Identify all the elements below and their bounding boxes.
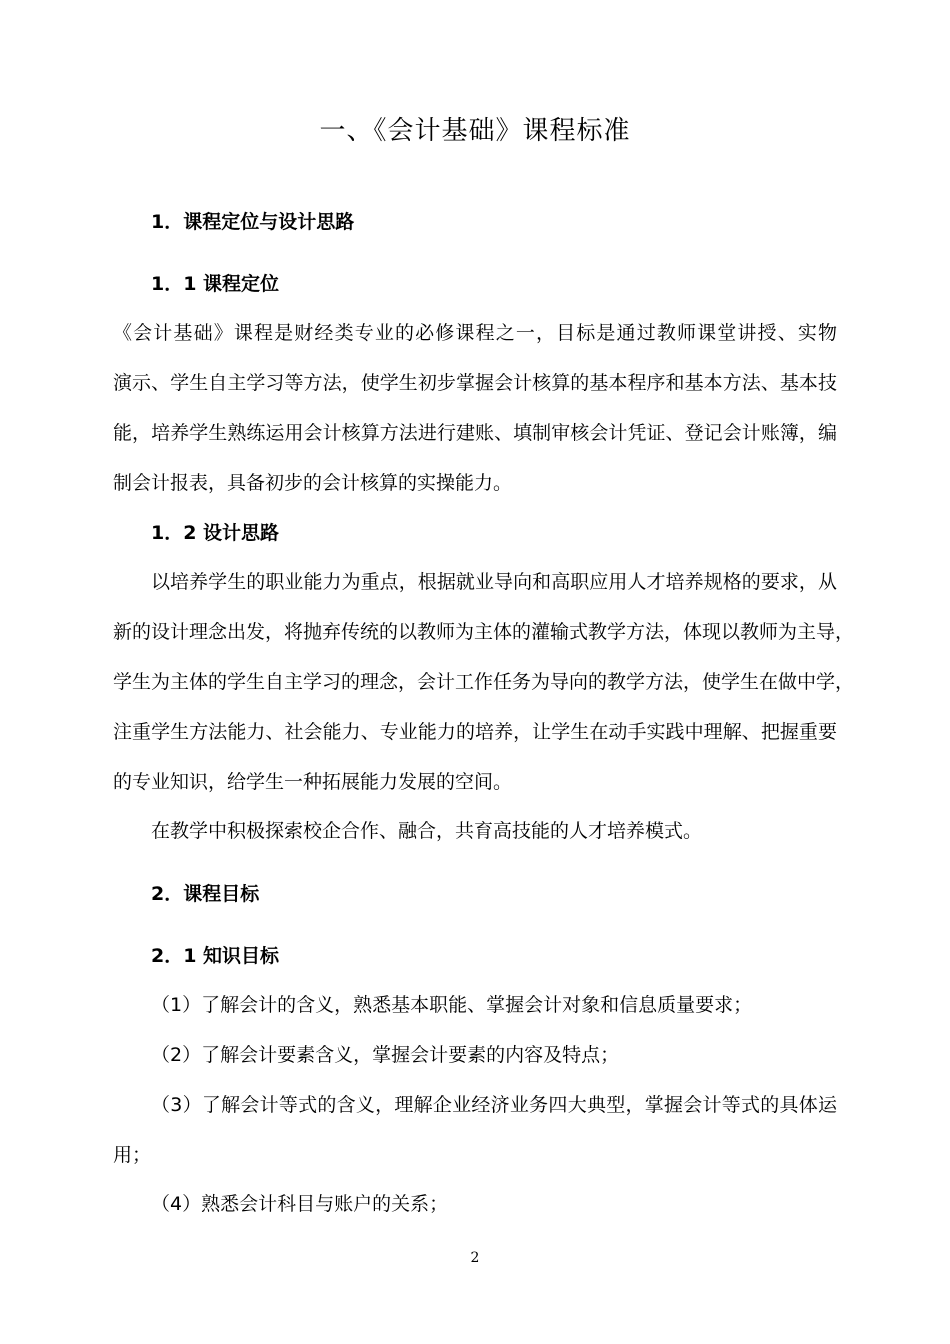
paragraph-line: 学生为主体的学生自主学习的理念，会计工作任务为导向的教学方法，使学生在做中学， xyxy=(113,671,855,693)
subsection-heading: 1．2 设计思路 xyxy=(151,522,280,544)
paragraph-line: 的专业知识，给学生一种拓展能力发展的空间。 xyxy=(113,771,513,793)
section-heading: 2．课程目标 xyxy=(151,883,260,905)
page-title: 一、《会计基础》课程标准 xyxy=(319,116,631,146)
list-item: （2）了解会计要素含义，掌握会计要素的内容及特点； xyxy=(151,1044,620,1066)
subsection-heading: 2．1 知识目标 xyxy=(151,945,280,967)
paragraph-line: 演示、学生自主学习等方法，使学生初步掌握会计核算的基本程序和基本方法、基本技 xyxy=(113,372,837,394)
list-item: （4）熟悉会计科目与账户的关系； xyxy=(151,1193,449,1215)
page-number: 2 xyxy=(470,1250,480,1266)
list-item: 用； xyxy=(113,1144,152,1166)
paragraph-line: 制会计报表，具备初步的会计核算的实操能力。 xyxy=(113,472,513,494)
paragraph-line: 以培养学生的职业能力为重点，根据就业导向和高职应用人才培养规格的要求，从 xyxy=(151,571,837,593)
paragraph-line: 新的设计理念出发，将抛弃传统的以教师为主体的灌输式教学方法，体现以教师为主导， xyxy=(113,621,855,643)
paragraph-line: 《会计基础》课程是财经类专业的必修课程之一，目标是通过教师课堂讲授、实物 xyxy=(113,322,837,344)
section-heading: 1．课程定位与设计思路 xyxy=(151,211,355,233)
subsection-heading: 1．1 课程定位 xyxy=(151,273,280,295)
list-item: （1）了解会计的含义，熟悉基本职能、掌握会计对象和信息质量要求； xyxy=(151,994,753,1016)
paragraph-line: 能，培养学生熟练运用会计核算方法进行建账、填制审核会计凭证、登记会计账簿，编 xyxy=(113,422,837,444)
paragraph-line: 注重学生方法能力、社会能力、专业能力的培养，让学生在动手实践中理解、把握重要 xyxy=(113,721,837,743)
list-item: （3）了解会计等式的含义，理解企业经济业务四大典型，掌握会计等式的具体运 xyxy=(151,1094,837,1116)
paragraph-line: 在教学中积极探索校企合作、融合，共育高技能的人才培养模式。 xyxy=(151,820,703,842)
